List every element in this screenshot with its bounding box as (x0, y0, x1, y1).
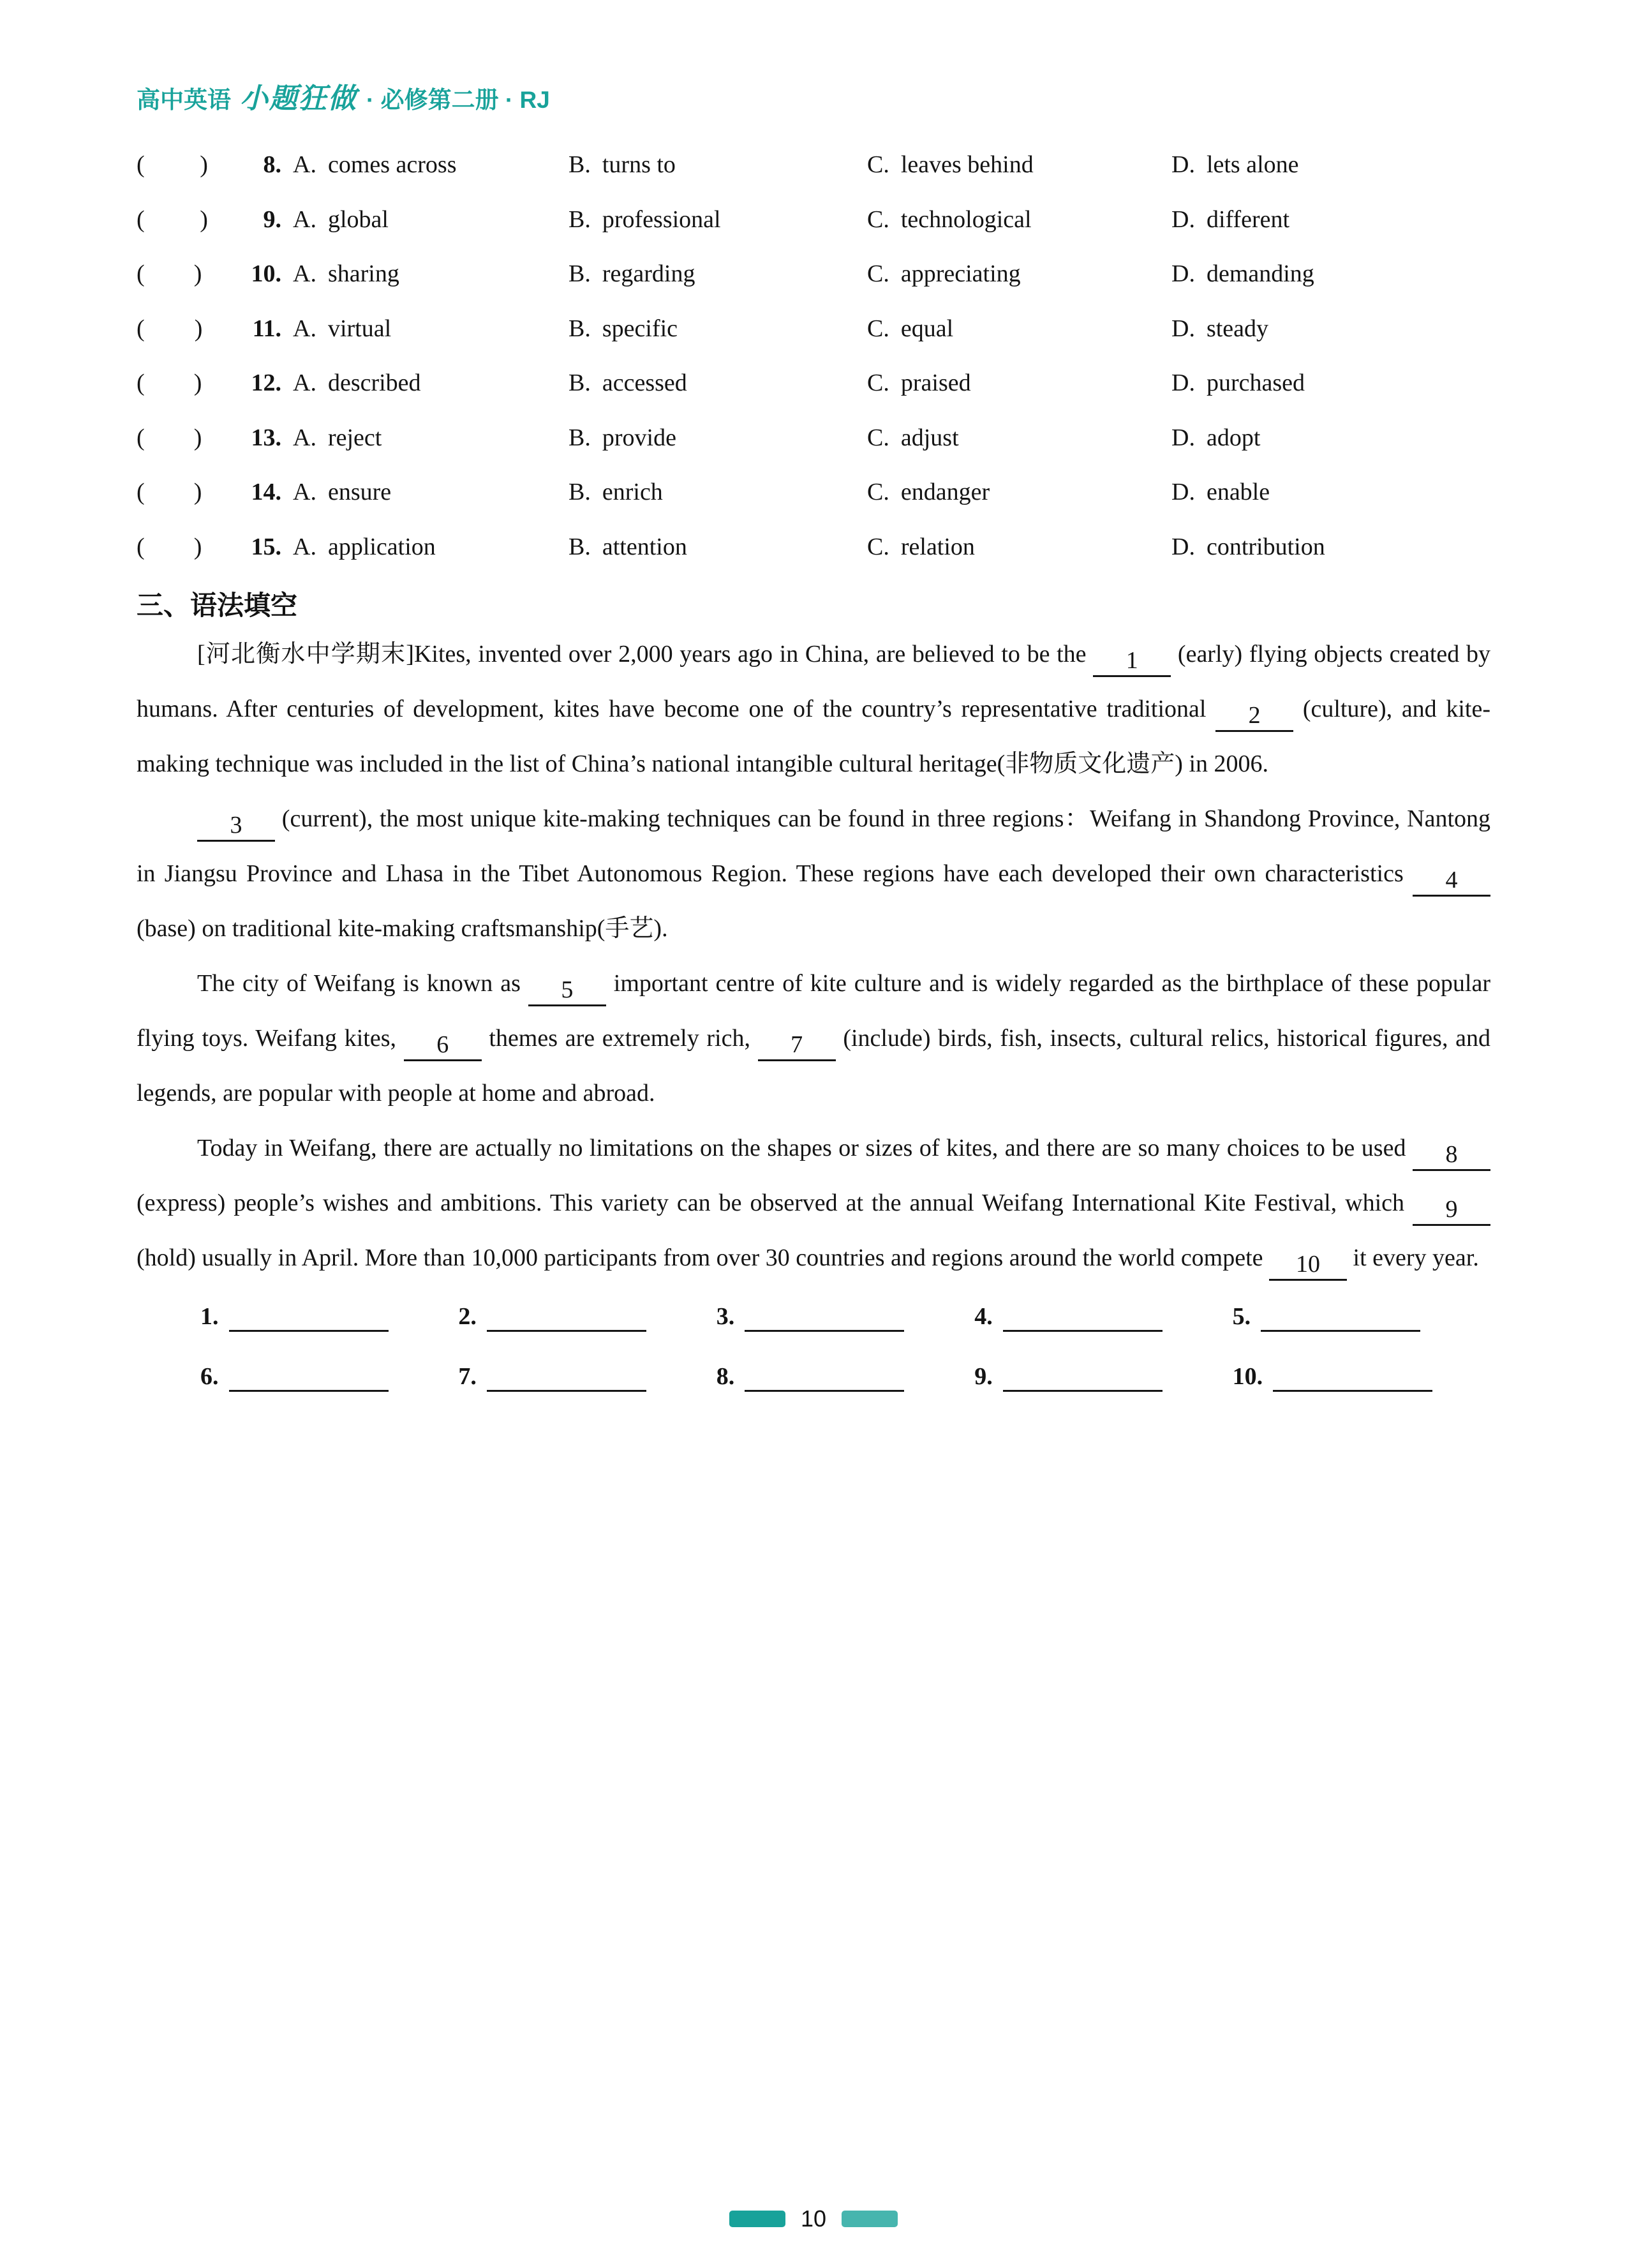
option-text: equal (900, 315, 954, 342)
option-text: adopt (1206, 424, 1261, 451)
paren-open: ( (137, 260, 145, 287)
paren-open: ( (137, 151, 145, 178)
option-letter: A. (293, 260, 316, 287)
answer-write-line (487, 1304, 646, 1332)
option-letter: C. (867, 151, 889, 178)
answer-parentheses (137, 465, 293, 520)
option-text: reject (327, 424, 382, 451)
option-text: contribution (1206, 533, 1325, 560)
option-text: virtual (327, 315, 392, 342)
answer-parentheses (137, 138, 293, 193)
answer-number: 4. (974, 1303, 993, 1330)
option-letter: C. (867, 533, 889, 560)
page-footer (0, 2205, 1627, 2232)
mcq-option (568, 302, 867, 357)
cloze-blank: 3 (197, 810, 275, 842)
answer-write-line (229, 1304, 389, 1332)
answer-item (974, 1297, 1232, 1336)
cloze-blank: 5 (528, 975, 606, 1006)
question-number: 14. (251, 479, 281, 505)
mcq-option (568, 465, 867, 520)
cloze-blank: 4 (1413, 865, 1490, 897)
mcq-option (568, 193, 867, 248)
cloze-blank: 10 (1269, 1250, 1347, 1281)
mcq-question-row (137, 520, 1490, 575)
answer-number: 10. (1232, 1363, 1263, 1390)
answer-number: 6. (200, 1363, 219, 1390)
mcq-option (568, 247, 867, 302)
answer-parentheses (137, 411, 293, 466)
option-text: described (327, 369, 421, 396)
cloze-blank: 1 (1093, 646, 1171, 677)
option-text: provide (602, 424, 676, 451)
question-number: 12. (251, 369, 281, 396)
header-course-title: 高中英语 (137, 87, 231, 113)
cloze-blank: 8 (1413, 1140, 1490, 1171)
option-text: enrich (602, 479, 663, 505)
passage-paragraph: Today in Weifang, there are actually no limitations on the shapes or sizes of kites, and there are so many choices to be used 8 (express) people’s wishes and ambitions. This variety can be observed at the annual Weifang International Kite Festival, which 9 (hold) usually in April. More than 10,000 participants from over 30 countries and regions around the world compete 10 it every year. (137, 1121, 1490, 1285)
mcq-option (293, 465, 568, 520)
paren-open: ( (137, 205, 145, 233)
option-text: enable (1206, 479, 1270, 505)
cloze-passage (137, 627, 1490, 1285)
mcq-option (1171, 520, 1490, 575)
option-text: application (327, 533, 436, 560)
option-text: lets alone (1206, 151, 1299, 178)
option-letter: D. (1171, 151, 1195, 178)
answer-write-line (487, 1364, 646, 1392)
paren-open: ( (137, 369, 145, 396)
option-letter: B. (568, 424, 591, 451)
answer-number: 7. (458, 1363, 477, 1390)
option-letter: C. (867, 205, 889, 233)
option-text: regarding (602, 260, 695, 287)
header-book-edition: · 必修第二册 · RJ (366, 87, 550, 113)
mcq-option (1171, 247, 1490, 302)
answer-parentheses (137, 302, 293, 357)
answer-parentheses (137, 356, 293, 411)
option-letter: B. (568, 151, 591, 178)
answer-number: 8. (716, 1363, 735, 1390)
mcq-option (293, 302, 568, 357)
header-series-logo: 小题狂做 (240, 83, 357, 114)
option-letter: A. (293, 315, 316, 342)
option-text: demanding (1206, 260, 1314, 287)
passage-paragraph: The city of Weifang is known as 5 important centre of kite culture and is widely regarded as the birthplace of these popular flying toys. Weifang kites, 6 themes are extremely rich, 7 (include) birds, fish, insects, cultural relics, historical figures, and legends, are popular with people at home and abroad. (137, 970, 1490, 1107)
cloze-blank: 2 (1215, 701, 1293, 732)
multiple-choice-section (137, 138, 1490, 574)
footer-decoration-right (842, 2211, 898, 2227)
mcq-option (1171, 302, 1490, 357)
paren-close: ) (200, 205, 208, 233)
option-letter: D. (1171, 315, 1195, 342)
mcq-question-row (137, 356, 1490, 411)
mcq-question-row (137, 465, 1490, 520)
cloze-blank: 9 (1413, 1195, 1490, 1226)
answer-write-line (745, 1304, 904, 1332)
option-letter: C. (867, 479, 889, 505)
option-text: appreciating (900, 260, 1021, 287)
option-letter: A. (293, 369, 316, 396)
page-header (137, 75, 1490, 116)
option-letter: D. (1171, 369, 1195, 396)
mcq-option (1171, 193, 1490, 248)
mcq-option (867, 302, 1171, 357)
mcq-option (867, 520, 1171, 575)
option-text: accessed (602, 369, 687, 396)
option-letter: B. (568, 369, 591, 396)
option-letter: D. (1171, 533, 1195, 560)
paren-open: ( (137, 315, 145, 342)
paren-open: ( (137, 479, 145, 505)
answer-parentheses (137, 520, 293, 575)
mcq-option (568, 356, 867, 411)
option-text: endanger (900, 479, 990, 505)
mcq-option (1171, 465, 1490, 520)
mcq-question-row (137, 411, 1490, 466)
passage-paragraph: 3 (current), the most unique kite-making techniques can be found in three regions：Weifang in Shandong Province, Nantong in Jiangsu Province and Lhasa in the Tibet Autonomous Region. These regions have each developed their own characteristics 4 (base) on traditional kite-making craftsmanship(手艺). (137, 805, 1490, 942)
mcq-option (1171, 356, 1490, 411)
option-text: professional (602, 205, 721, 233)
paren-open: ( (137, 533, 145, 560)
mcq-option (867, 193, 1171, 248)
answer-write-line (1261, 1304, 1420, 1332)
answer-number: 2. (458, 1303, 477, 1330)
mcq-option (293, 411, 568, 466)
mcq-option (293, 193, 568, 248)
answer-write-line (1003, 1304, 1163, 1332)
answer-row (200, 1297, 1490, 1336)
answer-item (1233, 1357, 1490, 1396)
option-letter: B. (568, 479, 591, 505)
answer-item (1233, 1297, 1490, 1336)
answer-write-line (745, 1364, 904, 1392)
paren-close: ) (193, 479, 202, 505)
cloze-blank: 7 (758, 1030, 836, 1061)
answer-item (458, 1357, 716, 1396)
answer-write-line (1273, 1364, 1432, 1392)
answer-number: 3. (716, 1303, 735, 1330)
question-number: 11. (252, 315, 281, 342)
option-letter: C. (867, 369, 889, 396)
mcq-question-row (137, 193, 1490, 248)
option-letter: B. (568, 533, 591, 560)
option-letter: D. (1171, 205, 1195, 233)
paren-close: ) (193, 533, 202, 560)
question-number: 10. (251, 260, 281, 287)
paren-close: ) (200, 151, 208, 178)
option-letter: D. (1171, 424, 1195, 451)
mcq-option (568, 520, 867, 575)
option-text: leaves behind (900, 151, 1034, 178)
answer-parentheses (137, 247, 293, 302)
answer-item (200, 1357, 458, 1396)
option-text: ensure (327, 479, 392, 505)
answer-parentheses (137, 193, 293, 248)
option-letter: D. (1171, 260, 1195, 287)
paren-close: ) (194, 315, 203, 342)
mcq-option (867, 138, 1171, 193)
mcq-option (293, 247, 568, 302)
page-number: 10 (800, 2205, 827, 2232)
option-text: turns to (602, 151, 676, 178)
option-letter: A. (293, 205, 316, 233)
question-number: 9. (263, 205, 281, 233)
answer-number: 5. (1232, 1303, 1251, 1330)
mcq-option (293, 356, 568, 411)
option-letter: B. (568, 205, 591, 233)
section-title: 三、语法填空 (137, 590, 298, 620)
answer-item (200, 1297, 458, 1336)
option-text: praised (900, 369, 971, 396)
mcq-option (867, 356, 1171, 411)
option-letter: C. (867, 260, 889, 287)
paren-close: ) (193, 260, 202, 287)
option-letter: D. (1171, 479, 1195, 505)
option-letter: C. (867, 424, 889, 451)
option-text: purchased (1206, 369, 1305, 396)
option-text: different (1206, 205, 1290, 233)
question-number: 13. (251, 424, 281, 451)
answer-number: 9. (974, 1363, 993, 1390)
option-text: attention (602, 533, 687, 560)
option-text: comes across (327, 151, 457, 178)
passage-paragraph: [河北衡水中学期末]Kites, invented over 2,000 years ago in China, are believed to be the 1 (early) flying objects created by humans. After centuries of development, kites have become one of the country’s representative traditional 2 (culture), and kite-making technique was included in the list of China’s national intangible cultural heritage(非物质文化遗产) in 2006. (137, 641, 1490, 777)
option-text: technological (900, 205, 1032, 233)
option-text: adjust (900, 424, 959, 451)
mcq-option (867, 247, 1171, 302)
option-text: relation (900, 533, 975, 560)
option-letter: B. (568, 315, 591, 342)
mcq-option (568, 138, 867, 193)
answer-number: 1. (200, 1303, 219, 1330)
option-text: sharing (327, 260, 399, 287)
answer-blanks-section (200, 1297, 1490, 1396)
mcq-option (568, 411, 867, 466)
paren-close: ) (193, 424, 202, 451)
option-text: specific (602, 315, 678, 342)
mcq-option (1171, 138, 1490, 193)
option-letter: A. (293, 424, 316, 451)
option-letter: B. (568, 260, 591, 287)
option-letter: A. (293, 479, 316, 505)
footer-decoration-left (729, 2211, 785, 2227)
option-letter: C. (867, 315, 889, 342)
option-text: global (327, 205, 389, 233)
cloze-blank: 6 (404, 1030, 482, 1061)
option-letter: A. (293, 533, 316, 560)
question-number: 15. (251, 533, 281, 560)
mcq-option (1171, 411, 1490, 466)
answer-item (974, 1357, 1232, 1396)
mcq-question-row (137, 302, 1490, 357)
option-letter: A. (293, 151, 316, 178)
answer-item (717, 1297, 974, 1336)
question-number: 8. (263, 151, 281, 178)
answer-item (717, 1357, 974, 1396)
mcq-option (867, 411, 1171, 466)
option-text: steady (1206, 315, 1269, 342)
answer-item (458, 1297, 716, 1336)
answer-row (200, 1357, 1490, 1396)
paren-open: ( (137, 424, 145, 451)
answer-write-line (229, 1364, 389, 1392)
mcq-question-row (137, 138, 1490, 193)
paren-close: ) (193, 369, 202, 396)
mcq-option (293, 138, 568, 193)
mcq-option (293, 520, 568, 575)
answer-write-line (1003, 1364, 1163, 1392)
mcq-option (867, 465, 1171, 520)
mcq-question-row (137, 247, 1490, 302)
